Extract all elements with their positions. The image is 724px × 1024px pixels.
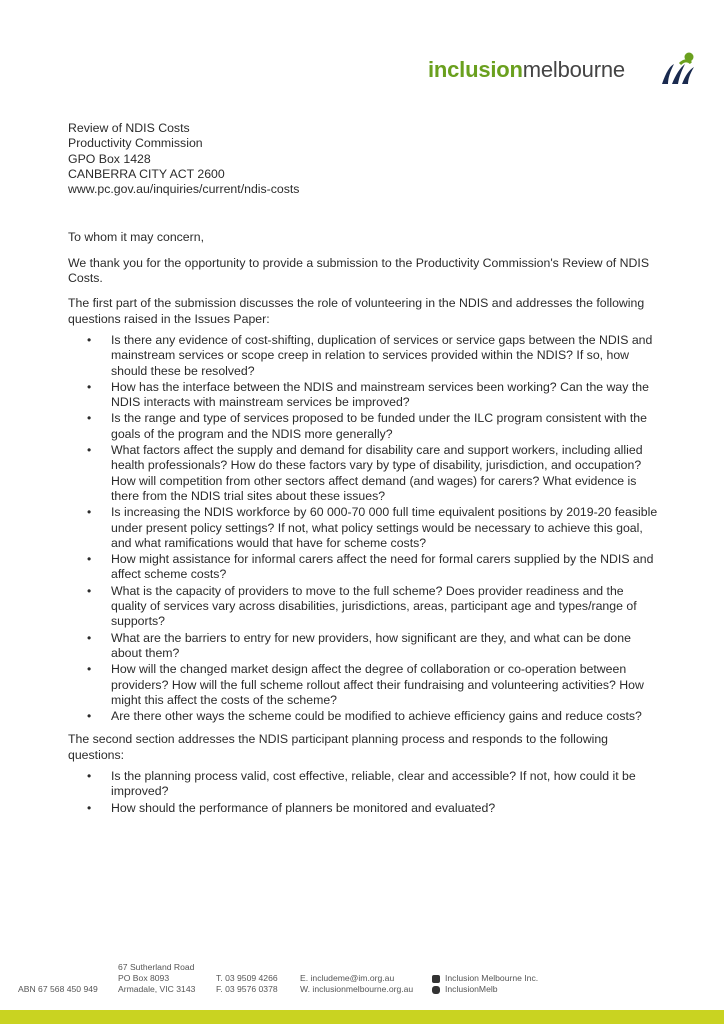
salutation: To whom it may concern,	[68, 230, 204, 245]
footer-email[interactable]: E. includeme@im.org.au	[300, 973, 395, 983]
section2-intro: The second section addresses the NDIS participant planning process and responds to the following questions:	[68, 732, 609, 762]
list-item: • What is the capacity of providers to move to the full scheme? Does provider readiness and the quality of services vary across disabilities, jurisdictions, areas, participant age and types/range of supports?	[68, 584, 658, 630]
list-item: • Are there other ways the scheme could be modified to achieve efficiency gains and reduce costs?	[68, 709, 658, 724]
address-line: Review of NDIS Costs	[68, 121, 190, 135]
footer-address-line: 67 Sutherland Road	[118, 962, 195, 972]
footer-facebook[interactable]	[432, 973, 538, 984]
list-item: • What factors affect the supply and demand for disability care and support workers, including allied health professionals? How do these factors vary by type of disability, jurisdiction, and occupation? How will competition from other sectors affect demand (and wages) for carers? What evidence is there from the NDIS trial sites about these issues?	[68, 443, 658, 504]
list-item: • How will the changed market design affect the degree of collaboration or co-operation between providers? How will the full scheme rollout affect their fundraising and volunteering activities? How might this affect the costs of the scheme?	[68, 662, 658, 708]
footer-address-line: PO Box 8093	[118, 973, 170, 983]
instagram-icon	[432, 986, 440, 994]
section2-question-list	[68, 769, 658, 816]
list-item: • What are the barriers to entry for new providers, how significant are they, and what can be done about them?	[68, 631, 658, 662]
address-line: CANBERRA CITY ACT 2600	[68, 166, 225, 181]
footer-abn: ABN 67 568 450 949	[18, 984, 98, 994]
organisation-logo	[428, 50, 698, 90]
section1-question-list	[68, 333, 658, 724]
letterhead-footer	[0, 958, 724, 998]
footer-instagram-label: InclusionMelb	[445, 984, 498, 994]
list-item: • How might assistance for informal carers affect the need for formal carers supplied by the NDIS and affect scheme costs?	[68, 552, 658, 583]
logo-text-melbourne: melbourne	[522, 57, 625, 82]
footer-contact-block	[300, 973, 413, 995]
letter-body	[68, 121, 658, 817]
list-item: • Is increasing the NDIS workforce by 60 000-70 000 full time equivalent positions by 2019-20 feasible under present policy settings? If not, what policy settings would be necessary to achieve this goal, and what ramifications would that have for scheme costs?	[68, 505, 658, 551]
address-line: www.pc.gov.au/inquiries/current/ndis-costs	[68, 182, 300, 197]
intro-paragraph: We thank you for the opportunity to provide a submission to the Productivity Commission's Review of NDIS Costs.	[68, 255, 650, 286]
footer-website[interactable]: W. inclusionmelbourne.org.au	[300, 984, 414, 994]
footer-phone-block	[216, 973, 278, 995]
section1-intro: The first part of the submission discusses the role of volunteering in the NDIS and addresses the following questions raised in the Issues Paper:	[68, 296, 645, 326]
list-item: • Is the range and type of services proposed to be funded under the ILC program consistent with the goals of the program and the NDIS more generally?	[68, 411, 658, 442]
footer-social-block	[432, 973, 538, 995]
footer-instagram[interactable]	[432, 984, 538, 995]
address-line: GPO Box 1428	[68, 151, 151, 166]
footer-fax: F. 03 9576 0378	[216, 984, 278, 994]
footer-address-line: Armadale, VIC 3143	[118, 984, 196, 994]
list-item: • How has the interface between the NDIS and mainstream services been working? Can the way the NDIS interacts with mainstream services be improved?	[68, 380, 658, 411]
logo-text-inclusion: inclusion	[428, 57, 523, 82]
facebook-icon	[432, 975, 440, 983]
address-line: Productivity Commission	[68, 136, 203, 151]
list-item: • Is the planning process valid, cost effective, reliable, clear and accessible? If not, how could it be improved?	[68, 769, 658, 800]
recipient-address	[68, 121, 658, 197]
inclusion-melbourne-logo-mark-icon	[658, 50, 698, 90]
footer-accent-bar	[0, 1010, 724, 1024]
logo-wordmark	[428, 59, 625, 81]
list-item: • Is there any evidence of cost-shifting, duplication of services or service gaps between the NDIS and mainstream services or scope creep in relation to services provided within the NDIS? If so, how should these be resolved?	[68, 333, 658, 379]
footer-postal-address	[118, 962, 195, 995]
list-item: • How should the performance of planners be monitored and evaluated?	[68, 801, 658, 816]
footer-phone: T. 03 9509 4266	[216, 973, 278, 983]
footer-facebook-label: Inclusion Melbourne Inc.	[445, 973, 539, 983]
